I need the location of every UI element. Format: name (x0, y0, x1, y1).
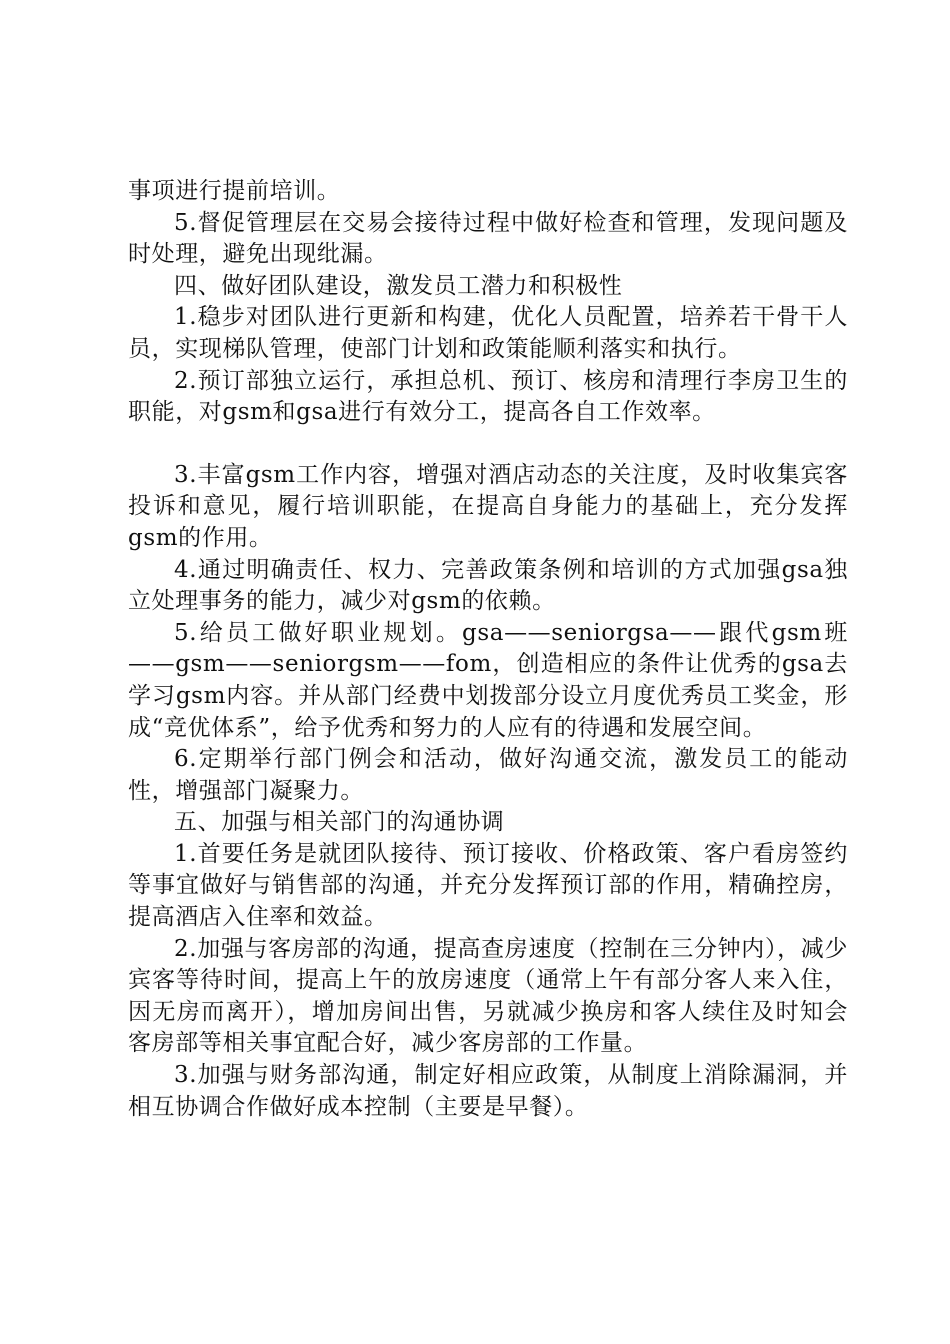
document-page (128, 176, 848, 1123)
paragraph-item-5-career-planning: 5.给员工做好职业规划。gsa——seniorgsa——跟代gsm班——gsm——seniorgsm——fom，创造相应的条件让优秀的gsa去学习gsm内容。并从部门经费中划拨部分设立月度优秀员工奖金，形成“竞优体系”，给予优秀和努力的人应有的待遇和发展空间。 (128, 619, 848, 741)
paragraph-training-continued: 事项进行提前培训。 (128, 178, 341, 204)
paragraph-item-1-sales-dept: 1.首要任务是就团队接待、预订接收、价格政策、客户看房签约等事宜做好与销售部的沟通，并充分发挥预订部的作用，精确控房，提高酒店入住率和效益。 (128, 840, 848, 931)
section-heading-coordination: 五、加强与相关部门的沟通协调 (174, 809, 505, 836)
paragraph-item-3-gsm-content: 3.丰富gsm工作内容，增强对酒店动态的关注度，及时收集宾客投诉和意见，履行培训职能，在提高自身能力的基础上，充分发挥gsm的作用。 (128, 461, 848, 551)
paragraph-item-5-supervision: 5.督促管理层在交易会接待过程中做好检查和管理，发现问题及时处理，避免出现纰漏。 (128, 209, 848, 268)
paragraph-item-1-team-update: 1.稳步对团队进行更新和构建，优化人员配置，培养若干骨干人员，实现梯队管理，使部门计划和政策能顺利落实和执行。 (128, 304, 848, 362)
paragraph-item-2-reservation-dept: 2.预订部独立运行，承担总机、预订、核房和清理行李房卫生的职能，对gsm和gsa进行有效分工，提高各自工作效率。 (128, 367, 848, 426)
paragraph-item-4-gsa-independence: 4.通过明确责任、权力、完善政策条例和培训的方式加强gsa独立处理事务的能力，减少对gsm的依赖。 (128, 556, 848, 615)
paragraph-item-6-regular-meetings: 6.定期举行部门例会和活动，做好沟通交流，激发员工的能动性，增强部门凝聚力。 (128, 746, 848, 804)
paragraph-item-3-finance-dept: 3.加强与财务部沟通，制定好相应政策，从制度上消除漏洞，并相互协调合作做好成本控制（主要是早餐）。 (128, 1062, 848, 1120)
section-heading-team-building: 四、做好团队建设，激发员工潜力和积极性 (174, 272, 623, 299)
paragraph-item-2-housekeeping-dept: 2.加强与客房部的沟通，提高查房速度（控制在三分钟内），减少宾客等待时间，提高上午的放房速度（通常上午有部分客人来入住，因无房而离开），增加房间出售，另就减少换房和客人续住及时知会客房部等相关事宜配合好，减少客房部的工作量。 (128, 935, 848, 1057)
